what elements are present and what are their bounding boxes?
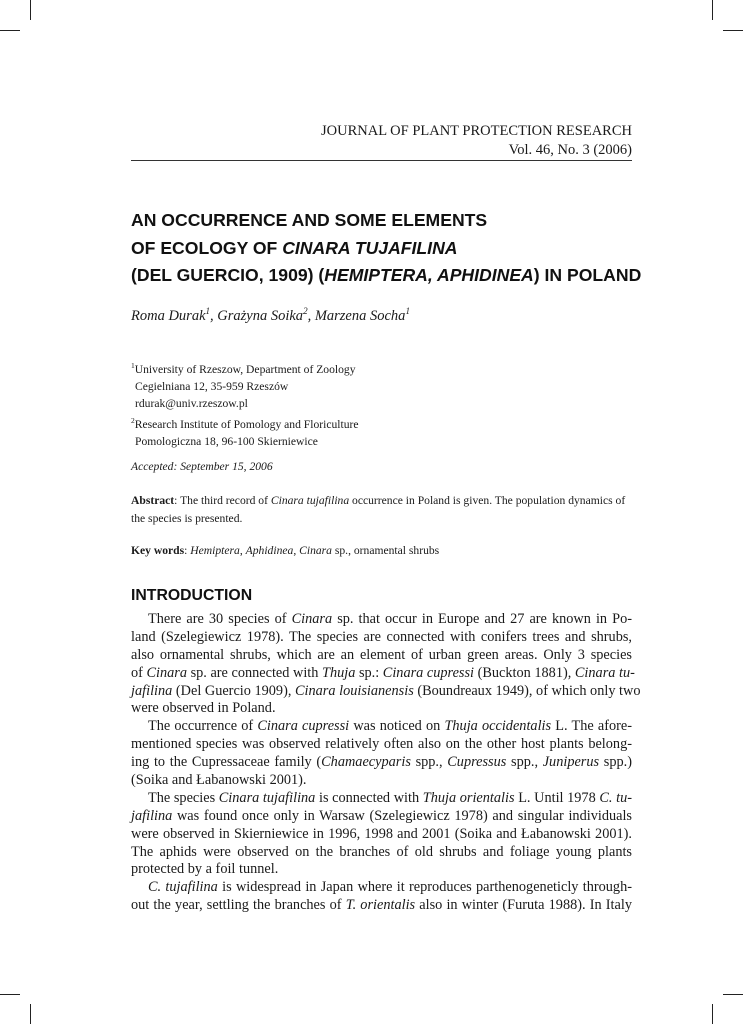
- body-text: were observed in Poland.: [131, 700, 276, 717]
- taxon-name: C. tu-: [599, 789, 632, 806]
- affil-marker: 1: [131, 361, 135, 370]
- body-text: was found once only in Warsaw (Szelegiewicz 1978) and singular individuals: [172, 807, 632, 824]
- abstract-text: The third record of: [180, 494, 271, 507]
- body-text: is connected with: [315, 789, 423, 806]
- body-line: [131, 826, 632, 844]
- title-text: OF ECOLOGY OF: [131, 237, 283, 258]
- body-text: spp.,: [410, 754, 448, 771]
- taxon-name: jafilina: [131, 682, 173, 699]
- body-text: (Buckton 1881),: [474, 664, 575, 681]
- author-affil-ref: 1: [405, 306, 410, 316]
- affiliation-2: [131, 412, 359, 433]
- body-text: sp.:: [355, 664, 383, 681]
- body-line: [131, 861, 632, 879]
- author-name: Roma Durak: [131, 307, 206, 324]
- title-line-2: [131, 235, 671, 263]
- affil-marker: 2: [131, 415, 135, 425]
- body-line: [131, 754, 632, 772]
- title-species: CINARA TUJAFILINA: [282, 237, 458, 258]
- abstract-text: occurrence in Poland is given. The population dynamics of the species is presented.: [131, 494, 626, 525]
- abstract: [131, 492, 632, 528]
- crop-mark: [712, 0, 713, 20]
- body-line: [131, 772, 632, 790]
- keywords-label: Key words: [131, 544, 185, 557]
- affil-text: University of Rzeszow, Department of Zoology: [134, 362, 356, 376]
- taxon-name: Cinara: [146, 664, 188, 681]
- author-affil-ref: 2: [303, 306, 308, 316]
- body-text: (Soika and Łabanowski 2001).: [131, 772, 307, 789]
- keyword: sp., ornamental shrubs: [331, 544, 440, 557]
- keyword: Aphidinea: [245, 544, 294, 557]
- body-text: is widespread in Japan where it reproduces parthenogeneticly through-: [217, 879, 632, 896]
- body-line: [131, 897, 632, 915]
- taxon-name: jafilina: [131, 807, 173, 824]
- body-text: spp.): [599, 754, 632, 771]
- taxon-name: Cinara cupressi: [382, 664, 475, 681]
- title-text: ) IN POLAND: [533, 265, 642, 285]
- body-line: [131, 611, 632, 629]
- body-line: [131, 682, 641, 701]
- taxon-name: Thuja orientalis: [422, 789, 515, 806]
- body-text: out the year, settling the branches of: [131, 897, 346, 914]
- body-text: sp. are connected with: [187, 664, 322, 681]
- body-line: [131, 736, 632, 754]
- author-name: Grażyna Soika: [217, 307, 304, 324]
- body-text: also ornamental shrubs, which are an element of urban green areas. Only 3 species: [131, 646, 632, 663]
- keywords: [131, 544, 632, 557]
- taxon-name: Chamaecyparis: [321, 754, 411, 771]
- journal-name: JOURNAL OF PLANT PROTECTION RESEARCH: [321, 123, 632, 139]
- accepted-date: Accepted: September 15, 2006: [131, 460, 273, 473]
- taxon-name: Cupressus: [447, 754, 507, 771]
- affil-email[interactable]: rdurak@univ.rzeszow.pl: [135, 396, 248, 410]
- crop-mark: [0, 994, 20, 995]
- body-text: L. Until 1978: [514, 789, 600, 806]
- body-text: (Del Guercio 1909),: [172, 682, 295, 699]
- taxon-name: Thuja occidentalis: [444, 718, 552, 735]
- running-header: [321, 122, 632, 160]
- body-text: The aphids were observed on the branches of old shrubs and foliage young plants: [131, 843, 632, 860]
- body-line: [131, 647, 632, 665]
- body-line: [131, 790, 632, 808]
- body-text: There are 30 species of: [148, 611, 292, 627]
- affiliations: [131, 357, 359, 450]
- title-text: (DEL GUERCIO, 1909) (: [131, 265, 325, 285]
- crop-mark: [712, 1004, 713, 1024]
- introduction-body: [131, 611, 641, 915]
- keyword: Cinara: [299, 544, 332, 557]
- body-text: protected by a foil tunnel.: [131, 861, 279, 878]
- taxon-name: Thuja: [322, 664, 356, 681]
- keyword-sep: ,: [239, 544, 246, 557]
- author-name: Marzena Socha: [314, 307, 406, 324]
- body-line: [131, 718, 632, 736]
- taxon-name: Cinara: [291, 611, 333, 627]
- taxon-name: C. tujafilina: [148, 879, 218, 896]
- body-line: [131, 629, 632, 647]
- body-text: L. The afore-: [551, 718, 632, 735]
- body-text: were observed in Skierniewice in 1996, 1998 and 2001 (Soika and Łabanowski 2001).: [131, 825, 632, 842]
- title-taxon: HEMIPTERA, APHIDINEA: [324, 265, 534, 285]
- keywords-colon: :: [184, 544, 191, 557]
- keyword-sep: ,: [293, 544, 300, 557]
- affil-address: Cegielniana 12, 35-959 Rzeszów: [135, 379, 289, 393]
- body-line: [131, 700, 632, 718]
- author-separator: ,: [210, 307, 218, 324]
- author-separator: ,: [307, 307, 315, 324]
- crop-mark: [723, 994, 743, 995]
- author-affil-ref: 1: [205, 306, 211, 316]
- body-text: was noticed on: [349, 718, 445, 735]
- body-text: of: [131, 664, 147, 681]
- body-text: (Boundreaux 1949), of which only two: [413, 682, 641, 699]
- author: [217, 308, 315, 324]
- taxon-name: Cinara tu-: [574, 664, 635, 681]
- body-text: ing to the Cupressaceae family (: [131, 754, 322, 771]
- body-line: [131, 664, 635, 683]
- journal-volume: Vol. 46, No. 3 (2006): [508, 142, 632, 158]
- title-line-1: AN OCCURRENCE AND SOME ELEMENTS: [131, 210, 488, 230]
- author: [131, 308, 217, 324]
- body-line: [131, 844, 632, 862]
- header-rule: [131, 160, 632, 161]
- body-text: sp. that occur in Europe and 27 are known in Po-: [332, 611, 632, 627]
- body-line: [131, 879, 632, 897]
- body-text: mentioned species was observed relatively often also on the other host plants belong-: [131, 736, 632, 753]
- body-text: The occurrence of: [148, 718, 258, 735]
- abstract-label: Abstract: [131, 494, 175, 507]
- affiliation-1: [131, 357, 359, 378]
- crop-mark: [723, 30, 743, 31]
- body-text: spp.,: [506, 754, 543, 771]
- taxon-name: T. orientalis: [345, 897, 416, 914]
- keyword: Hemiptera: [190, 544, 240, 557]
- body-line: [131, 808, 632, 826]
- body-text: land (Szelegiewicz 1978). The species are connected with conifers trees and shrubs,: [131, 628, 632, 645]
- crop-mark: [30, 1004, 31, 1024]
- taxon-name: Cinara louisianensis: [295, 682, 414, 699]
- taxon-name: Cinara tujafilina: [218, 789, 316, 806]
- article-title: [131, 207, 671, 290]
- author: [315, 308, 410, 324]
- body-text: The species: [148, 789, 219, 806]
- author-list: [131, 306, 410, 325]
- abstract-species: Cinara tujafilina: [270, 494, 350, 507]
- taxon-name: Cinara cupressi: [257, 718, 350, 735]
- title-line-3: [131, 262, 671, 290]
- abstract-colon: :: [174, 494, 181, 507]
- affil-text: Research Institute of Pomology and Floriculture: [134, 417, 359, 431]
- crop-mark: [30, 0, 31, 20]
- crop-mark: [0, 30, 20, 31]
- section-heading-introduction: INTRODUCTION: [131, 587, 253, 604]
- taxon-name: Juniperus: [542, 754, 600, 771]
- affil-address: Pomologiczna 18, 96-100 Skierniewice: [135, 434, 318, 448]
- body-text: also in winter (Furuta 1988). In Italy: [415, 897, 632, 914]
